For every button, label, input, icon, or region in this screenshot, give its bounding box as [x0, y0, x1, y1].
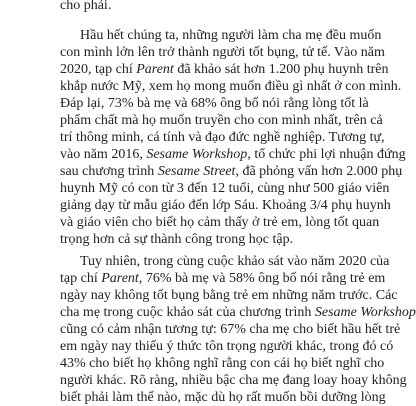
text-line: phẩm chất mà họ muốn truyền cho con mình nhất, trên cả [60, 113, 383, 128]
text-line: sau chương trình Sesame Street, đã phỏng vấn hơn 2.000 phụ [60, 164, 403, 179]
text-line: em ngày nay thiếu ý thức tôn trọng người khác, trong đó có [60, 339, 394, 354]
text-line: Đáp lại, 73% bà mẹ và 68% ông bố nói rằng lòng tốt là [60, 96, 369, 111]
text-line: huynh Mỹ có con từ 3 đến 12 tuổi, cùng như 500 giáo viên [60, 181, 390, 196]
page-top-fragment: cho phải. [60, 0, 112, 13]
text-line: con mình lớn lên trở thành người tốt bụng, tử tế. Vào năm [60, 45, 385, 60]
text-line: trí thông minh, cá tính và đạo đức nghề nghiệp. Tương tự, [60, 130, 385, 145]
text-line: ngày nay không tốt bụng bằng trẻ em những năm trước. Các [60, 288, 398, 303]
organization-name: Sesame Workshop [314, 305, 416, 320]
text-line: 43% cho biết họ không nghĩ rằng con cái họ biết nghĩ cho [60, 356, 385, 371]
text-line: cũng có cảm nhận tương tự: 67% cha mẹ cho biết hầu hết trẻ [60, 322, 401, 337]
text-line: tạp chí Parent, 76% bà mẹ và 58% ông bố nói rằng trẻ em [60, 271, 386, 286]
organization-name: Sesame Workshop [146, 147, 248, 162]
program-name: Sesame Street [157, 164, 236, 179]
text-line: khắp nước Mỹ, xem họ mong muốn điều gì nhất ở con mình. [60, 79, 402, 94]
text-line: giảng dạy từ mẫu giáo đến lớp Sáu. Khoảng 3/4 phụ huynh [60, 198, 391, 213]
text-line: 2020, tạp chí Parent đã khảo sát hơn 1.200 phụ huynh trên [60, 62, 389, 77]
magazine-name: Parent [101, 271, 139, 286]
text-line: Tuy nhiên, trong cùng cuộc khảo sát vào năm 2020 của [80, 254, 390, 269]
text-line: vào năm 2016, Sesame Workshop, tổ chức phi lợi nhuận đứng [60, 147, 406, 162]
text-line: và giáo viên cho biết họ cảm thấy ở trẻ em, lòng tốt quan [60, 215, 380, 230]
text-line: biết phải làm thế nào, mặc dù họ rất muốn bồi dưỡng lòng [60, 390, 386, 405]
magazine-name: Parent [136, 62, 174, 77]
text-line: Hầu hết chúng ta, những người làm cha mẹ đều muốn [80, 28, 382, 43]
text-line: người khác. Rõ ràng, nhiều bậc cha mẹ đang loay hoay không [60, 373, 407, 388]
text-line: cha mẹ trong cuộc khảo sát của chương trình Sesame Workshop [60, 305, 416, 320]
text-line: trọng hơn cả sự thành công trong học tập. [60, 232, 294, 247]
